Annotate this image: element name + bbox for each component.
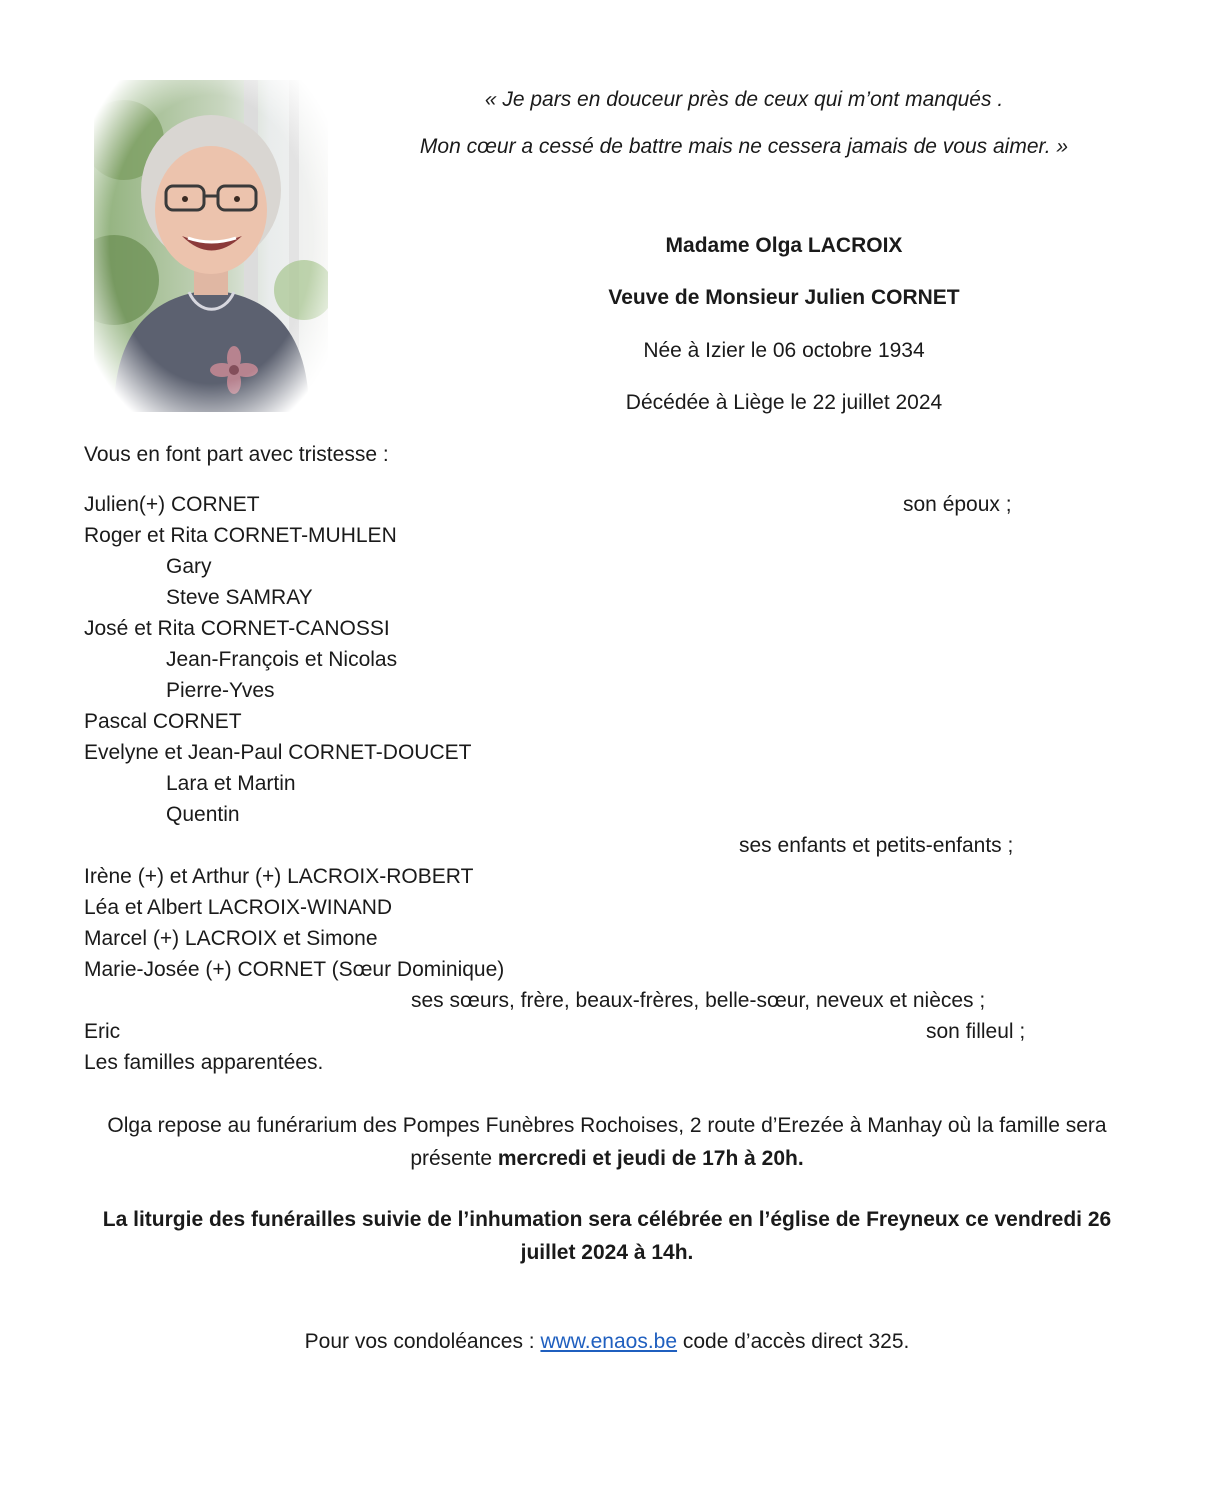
visitation-text: Olga repose au funérarium des Pompes Funèbres Rochoises, 2 route d’Erezée à Manhay où la famille sera présente (107, 1114, 1107, 1170)
grandchild-name: Quentin (166, 803, 240, 826)
spouse-name: Julien(+) CORNET (84, 493, 260, 516)
siblings-role: ses sœurs, frère, beaux-frères, belle-sœur, neveux et nièces ; (411, 989, 986, 1012)
condolences-prefix: Pour vos condoléances : (304, 1330, 541, 1353)
death-info: Décédée à Liège le 22 juillet 2024 (625, 391, 943, 414)
condolences-suffix: code d’accès direct 325. (677, 1330, 910, 1353)
portrait-photo (94, 80, 328, 412)
widow-of: Veuve de Monsieur Julien CORNET (608, 286, 960, 309)
quote-line-2: Mon cœur a cessé de battre mais ne cessera jamais de vous aimer. » (419, 135, 1069, 158)
child-name: Evelyne et Jean-Paul CORNET-DOUCET (84, 741, 472, 764)
children-role: ses enfants et petits-enfants ; (739, 834, 1014, 857)
grandchild-name: Pierre-Yves (166, 679, 275, 702)
grandchild-name: Lara et Martin (166, 772, 296, 795)
grandchild-name: Jean-François et Nicolas (166, 648, 398, 671)
sibling-name: Léa et Albert LACROIX-WINAND (84, 896, 393, 919)
sibling-name: Marcel (+) LACROIX et Simone (84, 927, 378, 950)
sibling-name: Irène (+) et Arthur (+) LACROIX-ROBERT (84, 865, 474, 888)
deceased-name: Madame Olga LACROIX (665, 234, 903, 257)
grandchild-name: Gary (166, 555, 212, 578)
intro-text: Vous en font part avec tristesse : (84, 443, 389, 466)
related-families: Les familles apparentées. (84, 1051, 324, 1074)
condolences-link[interactable]: www.enaos.be (540, 1330, 678, 1353)
child-name: Roger et Rita CORNET-MUHLEN (84, 524, 397, 547)
grandchild-name: Steve SAMRAY (166, 586, 313, 609)
visitation-hours: mercredi et jeudi de 17h à 20h. (497, 1147, 804, 1170)
condolences-line (80, 1330, 1134, 1354)
sibling-name: Marie-Josée (+) CORNET (Sœur Dominique) (84, 958, 505, 981)
child-name: José et Rita CORNET-CANOSSI (84, 617, 390, 640)
godson-name: Eric (84, 1020, 121, 1043)
visitation-paragraph (80, 1109, 1134, 1175)
godson-role: son filleul ; (926, 1020, 1026, 1043)
quote-line-1: « Je pars en douceur près de ceux qui m’ont manqués . (484, 88, 1004, 111)
child-name: Pascal CORNET (84, 710, 242, 733)
birth-info: Née à Izier le 06 octobre 1934 (643, 339, 925, 362)
funeral-paragraph: La liturgie des funérailles suivie de l’inhumation sera célébrée en l’église de Freyneux ce vendredi 26 juillet 2024 à 14h. (102, 1208, 1112, 1264)
spouse-role: son époux ; (903, 493, 1012, 516)
